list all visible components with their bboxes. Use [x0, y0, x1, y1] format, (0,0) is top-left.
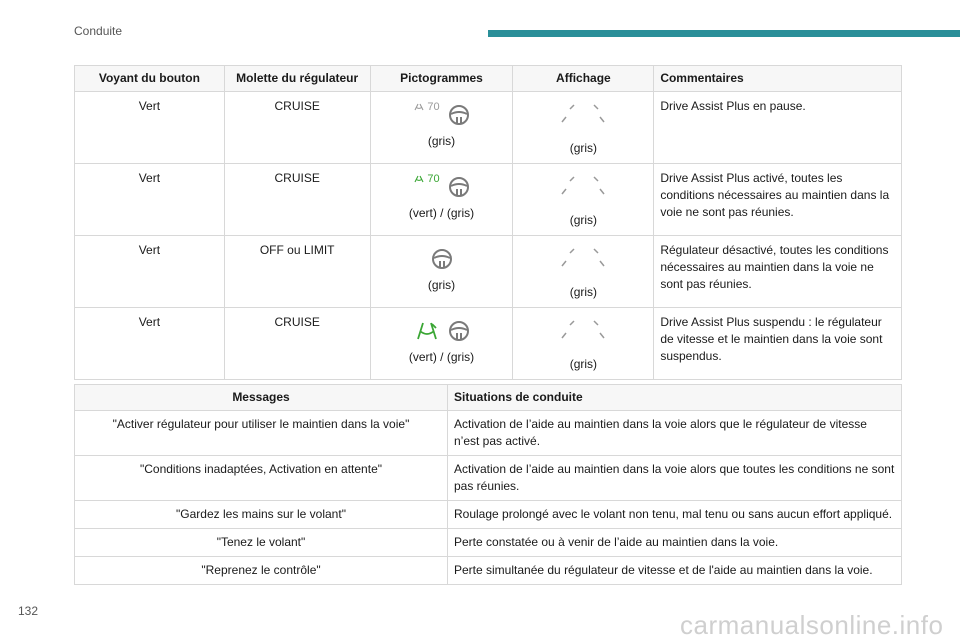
button-light-cell: Vert: [75, 92, 225, 164]
pictogram-color-caption: (vert) / (gris): [408, 350, 475, 364]
column-header: Affichage: [513, 66, 654, 92]
lane-assist-suspended-icon: [414, 319, 440, 343]
message-cell: "Tenez le volant": [75, 529, 448, 557]
situation-cell: Perte constatée ou à venir de l’aide au maintien dans la voie.: [448, 529, 902, 557]
steering-wheel-icon: [448, 104, 470, 126]
situation-cell: Roulage prolongé avec le volant non tenu, mal tenu ou sans aucun effort appliqué.: [448, 501, 902, 529]
section-title: Conduite: [74, 24, 123, 38]
display-cell: [513, 92, 654, 164]
pictograms-cell: [370, 92, 513, 164]
column-header: Messages: [75, 385, 448, 411]
table-row: [75, 308, 902, 380]
column-header: Commentaires: [654, 66, 902, 92]
message-cell: "Gardez les mains sur le volant": [75, 501, 448, 529]
pictogram-color-caption: (gris): [427, 278, 456, 292]
comment-cell: Drive Assist Plus en pause.: [654, 92, 902, 164]
message-cell: "Activer régulateur pour utiliser le maintien dans la voie": [75, 411, 448, 456]
display-color-caption: (gris): [569, 141, 598, 155]
button-light-cell: Vert: [75, 308, 225, 380]
messages-table-header-row: [75, 385, 902, 411]
speed-value: 70: [427, 100, 440, 113]
button-light-cell: Vert: [75, 164, 225, 236]
situation-cell: Activation de l’aide au maintien dans la voie alors que le régulateur de vitesse n’est pas activé.: [448, 411, 902, 456]
comment-cell: Régulateur désactivé, toutes les conditions nécessaires au maintien dans la voie ne sont pas réunies.: [654, 236, 902, 308]
lane-markings-icon: [519, 174, 647, 204]
speed-limit-indicator: [413, 171, 439, 188]
display-color-caption: (gris): [569, 213, 598, 227]
table-row: [75, 557, 902, 585]
display-color-caption: (gris): [569, 285, 598, 299]
lane-markings-icon: [519, 318, 647, 348]
steering-wheel-icon: [431, 248, 453, 270]
table-row: [75, 236, 902, 308]
table-row: [75, 529, 902, 557]
column-header: Pictogrammes: [370, 66, 513, 92]
pictograms-cell: [370, 164, 513, 236]
pictogram-color-caption: (gris): [427, 134, 456, 148]
lane-markings-icon: [519, 102, 647, 132]
situation-cell: Perte simultanée du régulateur de vitesse et de l'aide au maintien dans la voie.: [448, 557, 902, 585]
table-row: [75, 164, 902, 236]
message-cell: "Reprenez le contrôle": [75, 557, 448, 585]
pictogram-color-caption: (vert) / (gris): [408, 206, 475, 220]
table-row: [75, 92, 902, 164]
display-color-caption: (gris): [569, 357, 598, 371]
display-cell: [513, 236, 654, 308]
page-number: 132: [18, 604, 39, 618]
display-cell: [513, 164, 654, 236]
dial-position-cell: CRUISE: [224, 164, 370, 236]
table-row: [75, 411, 902, 456]
display-cell: [513, 308, 654, 380]
table-row: [75, 501, 902, 529]
button-light-cell: Vert: [75, 236, 225, 308]
section-accent-bar: [488, 30, 960, 37]
dial-position-cell: CRUISE: [224, 92, 370, 164]
steering-wheel-icon: [448, 176, 470, 198]
lane-markings-icon: [519, 246, 647, 276]
comment-cell: Drive Assist Plus activé, toutes les conditions nécessaires au maintien dans la voie ne sont pas réunies.: [654, 164, 902, 236]
dial-position-cell: OFF ou LIMIT: [224, 236, 370, 308]
dial-position-cell: CRUISE: [224, 308, 370, 380]
column-header: Molette du régulateur: [224, 66, 370, 92]
watermark: carmanualsonline.info: [680, 610, 944, 640]
lane-assist-small-icon: [413, 173, 425, 185]
messages-table: [74, 384, 902, 585]
speed-value: 70: [427, 172, 440, 185]
indicator-table: [74, 65, 902, 380]
lane-assist-small-icon: [413, 101, 425, 113]
column-header: Voyant du bouton: [75, 66, 225, 92]
pictograms-cell: [370, 236, 513, 308]
indicator-table-header-row: [75, 66, 902, 92]
message-cell: "Conditions inadaptées, Activation en attente": [75, 456, 448, 501]
situation-cell: Activation de l’aide au maintien dans la voie alors que toutes les conditions ne sont pas réunies.: [448, 456, 902, 501]
comment-cell: Drive Assist Plus suspendu : le régulateur de vitesse et le maintien dans la voie sont suspendus.: [654, 308, 902, 380]
column-header: Situations de conduite: [448, 385, 902, 411]
steering-wheel-icon: [448, 320, 470, 342]
table-row: [75, 456, 902, 501]
speed-limit-indicator: [413, 99, 439, 116]
pictograms-cell: [370, 308, 513, 380]
